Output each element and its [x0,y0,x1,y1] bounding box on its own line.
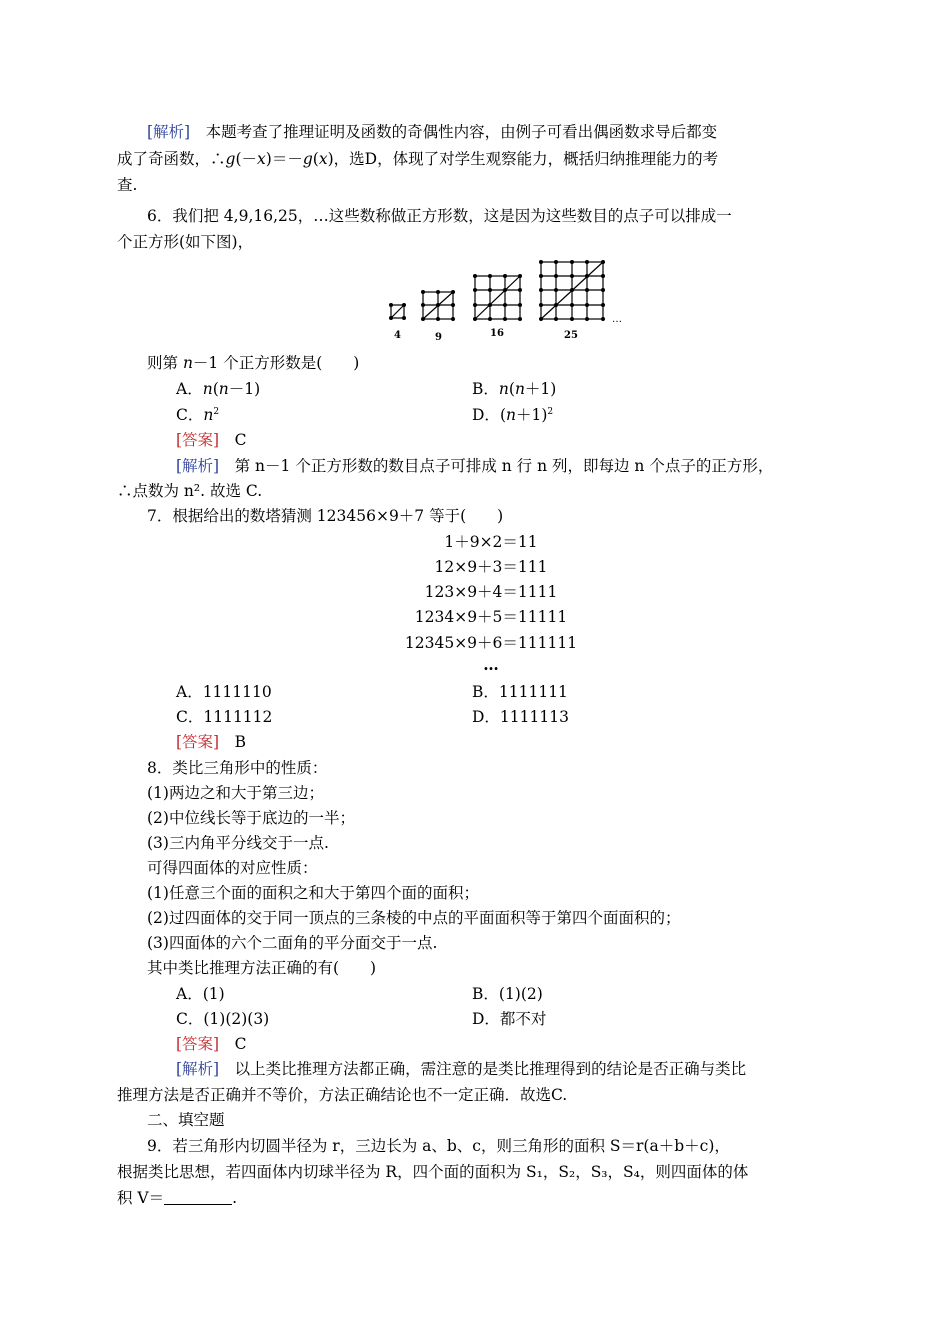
q8-tet-prop-1: (1)任意三个面的面积之和大于第四个面的面积； [147,884,479,902]
answer-tag: [答案] [176,1035,220,1053]
q7-stem: 7．根据给出的数塔猜测 123456×9＋7 等于( ) [147,507,504,525]
q8-tri-prop-1: (1)两边之和大于第三边； [147,784,324,802]
q7-option-b: B．1111111 [472,683,568,701]
q8-lead: 可得四面体的对应性质： [147,859,318,877]
q8-option-d: D．都不对 [472,1010,547,1028]
figure-label-16: 16 [490,328,504,339]
tower-row: 12×9＋3＝111 [434,558,548,576]
q6-analysis-line1: [解析] 第 n－1 个正方形数的数目点子可排成 n 行 n 列，即每边 n 个点子的正方形， [176,457,774,475]
answer-blank[interactable] [164,1190,232,1205]
square-numbers-figure [384,256,634,344]
q8-option-b: B．(1)(2) [472,985,543,1003]
tower-row: 12345×9＋6＝111111 [404,634,578,652]
q8-tri-prop-3: (3)三内角平分线交于一点. [147,834,329,852]
q7-answer: [答案] B [176,733,247,751]
figure-label-25: 25 [564,330,578,341]
q6-stem-line2: 个正方形(如下图)， [117,233,254,251]
figure-label-ellipsis: … [612,314,622,325]
tower-ellipsis: … [483,655,499,674]
q6-answer: [答案] C [176,431,247,449]
figure-label-4: 4 [394,330,401,341]
q8-analysis-line1: [解析] 以上类比推理方法都正确，需注意的是类比推理得到的结论是否正确与类比 [176,1060,747,1078]
q8-tet-prop-3: (3)四面体的六个二面角的平分面交于一点. [147,934,438,952]
q8-stem: 8．类比三角形中的性质： [147,759,328,777]
section-heading: 二、填空题 [147,1111,225,1129]
tower-row: 1＋9×2＝11 [444,533,538,551]
tower-row: 1234×9＋5＝11111 [414,608,568,626]
analysis-tag: [解析] [176,457,220,475]
tower-row: 123×9＋4＝1111 [424,583,558,601]
q8-tri-prop-2: (2)中位线长等于底边的一半； [147,809,355,827]
q7-option-a: A．1111110 [176,683,272,701]
q6-option-d: D．$(n+1)^2$ [472,406,554,424]
q8-option-a: A．(1) [176,985,225,1003]
q6-question: 则第 n－1 个正方形数是( ) [147,354,360,372]
q8-answer: [答案] C [176,1035,247,1053]
q7-option-d: D．1111113 [472,708,569,726]
q5-analysis-line3: 查. [117,176,138,194]
q6-option-b: B．n(n＋1) [472,380,557,398]
q5-analysis-line2: 成了奇函数，∴g(－x)＝－g(x)，选D，体现了对学生观察能力，概括归纳推理能力的考 [117,150,719,168]
q9-line2: 根据类比思想，若四面体内切球半径为 R，四个面的面积为 S₁，S₂，S₃，S₄，则四面体的体 [117,1163,749,1181]
figure-label-9: 9 [435,332,442,343]
q6-option-a: A．n(n－1) [176,380,261,398]
q5-analysis-line1: [解析] 本题考查了推理证明及函数的奇偶性内容，由例子可看出偶函数求导后都变 [147,123,718,141]
answer-tag: [答案] [176,431,220,449]
q6-analysis-line2: ∴点数为 n². 故选 C. [117,482,263,500]
q8-question: 其中类比推理方法正确的有( ) [147,959,377,977]
q7-option-c: C．1111112 [176,708,273,726]
q9-line3: 积 V＝ . [117,1189,238,1207]
q8-option-c: C．(1)(2)(3) [176,1010,270,1028]
analysis-tag: [解析] [176,1060,220,1078]
q8-tet-prop-2: (2)过四面体的交于同一顶点的三条棱的中点的平面面积等于第四个面面积的； [147,909,681,927]
q9-line1: 9．若三角形内切圆半径为 r，三边长为 a、b、c，则三角形的面积 S＝r(a＋b＋c)， [147,1137,730,1155]
q8-analysis-line2: 推理方法是否正确并不等价，方法正确结论也不一定正确．故选C. [117,1086,568,1104]
q6-option-c: C．$n^2$ [176,406,220,424]
answer-tag: [答案] [176,733,220,751]
q6-stem-line1: 6．我们把 4,9,16,25，…这些数称做正方形数，这是因为这些数目的点子可以排成一 [147,207,732,225]
analysis-tag: [解析] [147,123,191,141]
